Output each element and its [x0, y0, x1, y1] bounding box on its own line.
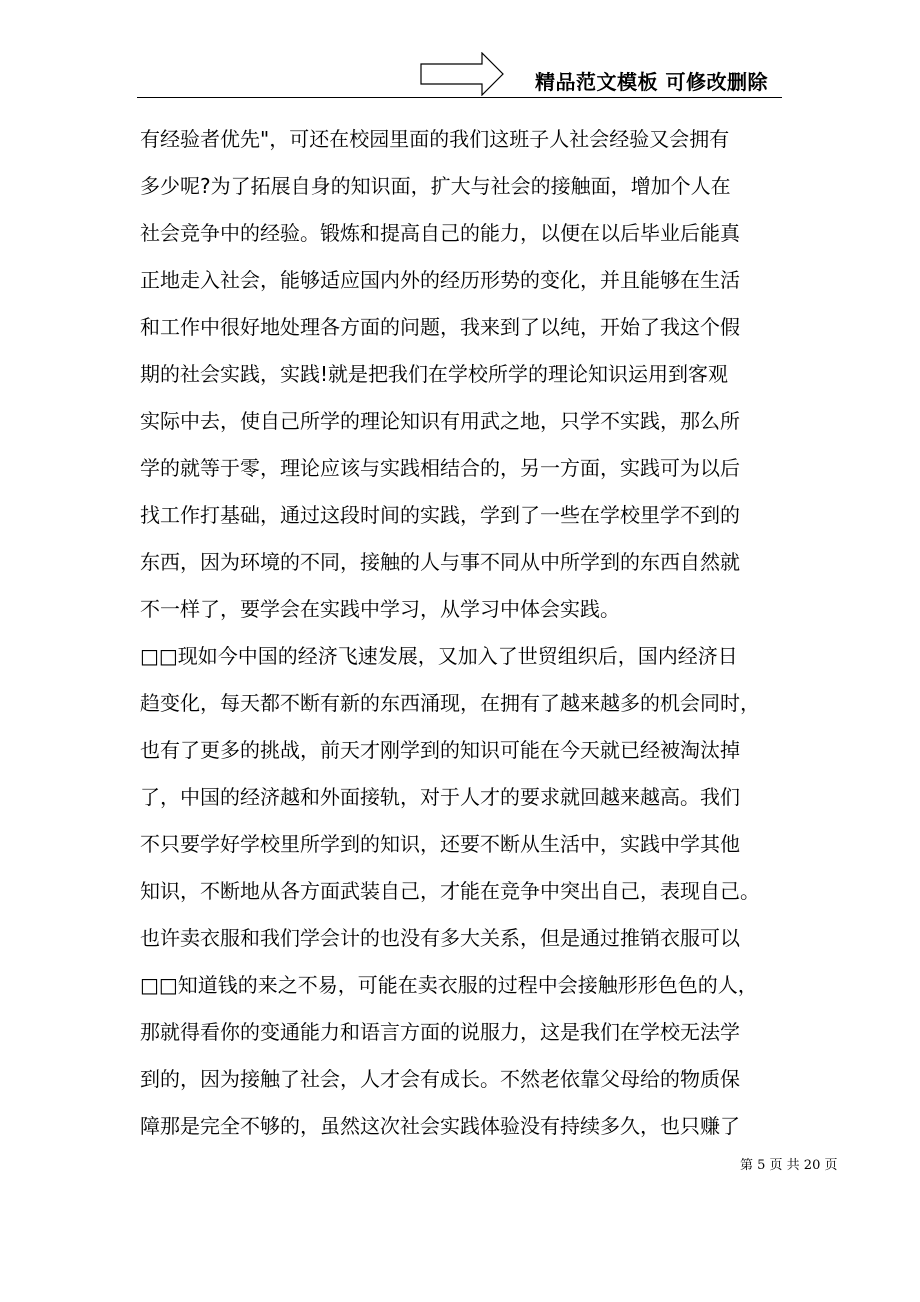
header-title: 精品范文模板 可修改删除 — [535, 70, 768, 94]
text-line: 正地走入社会，能够适应国内外的经历形势的变化，并且能够在生活 — [140, 268, 740, 292]
text-line: 了，中国的经济越和外面接轨，对于人才的要求就回越来越高。我们 — [140, 785, 740, 809]
text-line: 不只要学好学校里所学到的知识，还要不断从生活中，实践中学其他 — [140, 832, 740, 856]
text-line: □□知道钱的来之不易，可能在卖衣服的过程中会接触形形色色的人， — [140, 973, 758, 997]
text-line: 期的社会实践，实践!就是把我们在学校所学的理论知识运用到客观 — [140, 362, 729, 386]
text-line: 和工作中很好地处理各方面的问题，我来到了以纯，开始了我这个假 — [140, 315, 740, 339]
text-line: 多少呢?为了拓展自身的知识面，扩大与社会的接触面，增加个人在 — [140, 174, 731, 198]
text-line: 找工作打基础，通过这段时间的实践，学到了一些在学校里学不到的 — [140, 503, 740, 527]
page-number: 第 5 页 共 20 页 — [740, 1158, 838, 1173]
text-line: 趋变化，每天都不断有新的东西涌现，在拥有了越来越多的机会同时， — [140, 691, 760, 715]
text-line: 实际中去，使自己所学的理论知识有用武之地，只学不实践，那么所 — [140, 409, 740, 433]
text-line: 那就得看你的变通能力和语言方面的说服力，这是我们在学校无法学 — [140, 1020, 740, 1044]
text-line: 也有了更多的挑战，前天才刚学到的知识可能在今天就已经被淘汰掉 — [140, 738, 740, 762]
text-line: 有经验者优先"，可还在校园里面的我们这班子人社会经验又会拥有 — [140, 127, 730, 151]
text-line: 障那是完全不够的，虽然这次社会实践体验没有持续多久，也只赚了 — [140, 1114, 740, 1138]
text-line: 社会竞争中的经验。锻炼和提高自己的能力，以便在以后毕业后能真 — [140, 221, 740, 245]
text-line: 知识，不断地从各方面武装自己，才能在竞争中突出自己，表现自己。 — [140, 879, 760, 903]
text-line: 不一样了，要学会在实践中学习，从学习中体会实践。 — [140, 597, 620, 621]
page-header — [0, 0, 920, 100]
text-line: 学的就等于零，理论应该与实践相结合的，另一方面，实践可为以后 — [140, 456, 740, 480]
header-divider — [137, 97, 782, 98]
text-line: 东西，因为环境的不同，接触的人与事不同从中所学到的东西自然就 — [140, 550, 740, 574]
right-arrow-icon — [420, 52, 504, 96]
body-text — [140, 116, 790, 1150]
text-line: □□现如今中国的经济飞速发展，又加入了世贸组织后，国内经济日 — [140, 644, 738, 668]
text-line: 到的，因为接触了社会，人才会有成长。不然老依靠父母给的物质保 — [140, 1067, 740, 1091]
text-line: 也许卖衣服和我们学会计的也没有多大关系，但是通过推销衣服可以 — [140, 926, 740, 950]
